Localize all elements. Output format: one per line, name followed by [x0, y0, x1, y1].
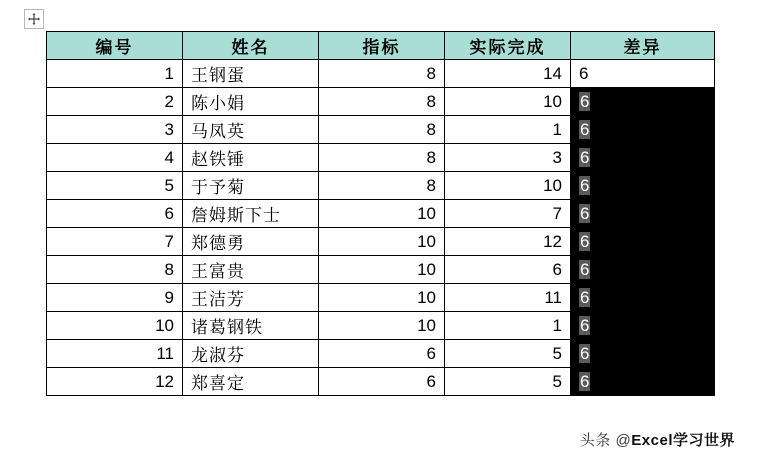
cell-name[interactable]: 郑喜定 — [183, 368, 319, 396]
cell-goal[interactable]: 6 — [319, 368, 445, 396]
cell-done[interactable]: 5 — [445, 368, 571, 396]
cell-goal[interactable]: 8 — [319, 88, 445, 116]
table-row[interactable] — [47, 256, 715, 284]
cell-done[interactable]: 1 — [445, 312, 571, 340]
cell-id[interactable]: 7 — [47, 228, 183, 256]
cell-goal[interactable]: 8 — [319, 172, 445, 200]
cell-id[interactable]: 9 — [47, 284, 183, 312]
cell-name[interactable]: 赵铁锤 — [183, 144, 319, 172]
difference-value: 6 — [580, 91, 590, 111]
data-table-container[interactable] — [46, 31, 714, 396]
cell-goal[interactable]: 6 — [319, 340, 445, 368]
cell-difference[interactable] — [571, 340, 715, 368]
cell-difference[interactable] — [571, 256, 715, 284]
difference-value: 6 — [580, 231, 590, 251]
cell-done[interactable]: 10 — [445, 88, 571, 116]
cell-done[interactable]: 11 — [445, 284, 571, 312]
table-row[interactable] — [47, 312, 715, 340]
cell-name[interactable]: 于予菊 — [183, 172, 319, 200]
difference-value: 6 — [580, 119, 590, 139]
difference-value: 6 — [580, 315, 590, 335]
cell-difference[interactable] — [571, 312, 715, 340]
difference-value: 6 — [580, 343, 590, 363]
cell-goal[interactable]: 10 — [319, 200, 445, 228]
table-move-handle[interactable] — [24, 9, 44, 29]
difference-value: 6 — [580, 287, 590, 307]
table-row[interactable] — [47, 340, 715, 368]
cell-id[interactable]: 1 — [47, 60, 183, 88]
cell-done[interactable]: 14 — [445, 60, 571, 88]
cell-id[interactable]: 5 — [47, 172, 183, 200]
cell-name[interactable]: 龙淑芬 — [183, 340, 319, 368]
cell-difference[interactable] — [571, 284, 715, 312]
cell-goal[interactable]: 10 — [319, 284, 445, 312]
cell-done[interactable]: 3 — [445, 144, 571, 172]
header-cell-done: 实际完成 — [445, 32, 571, 60]
cell-id[interactable]: 4 — [47, 144, 183, 172]
cell-name[interactable]: 王洁芳 — [183, 284, 319, 312]
table-row[interactable] — [47, 144, 715, 172]
cell-goal[interactable]: 10 — [319, 256, 445, 284]
cell-goal[interactable]: 8 — [319, 60, 445, 88]
cell-id[interactable]: 3 — [47, 116, 183, 144]
cell-name[interactable]: 陈小娟 — [183, 88, 319, 116]
cell-name[interactable]: 诸葛钢铁 — [183, 312, 319, 340]
move-cross-icon — [28, 13, 40, 25]
difference-value: 6 — [580, 259, 590, 279]
table-row[interactable] — [47, 172, 715, 200]
cell-done[interactable]: 5 — [445, 340, 571, 368]
cell-goal[interactable]: 10 — [319, 228, 445, 256]
credit-prefix: 头条 @ — [579, 432, 632, 449]
cell-name[interactable]: 马凤英 — [183, 116, 319, 144]
cell-id[interactable]: 12 — [47, 368, 183, 396]
table-row[interactable] — [47, 116, 715, 144]
cell-done[interactable]: 6 — [445, 256, 571, 284]
cell-name[interactable]: 郑德勇 — [183, 228, 319, 256]
table-row[interactable] — [47, 200, 715, 228]
cell-id[interactable]: 10 — [47, 312, 183, 340]
difference-value: 6 — [580, 203, 590, 223]
cell-id[interactable]: 6 — [47, 200, 183, 228]
cell-difference[interactable] — [571, 60, 715, 88]
cell-id[interactable]: 2 — [47, 88, 183, 116]
cell-difference[interactable] — [571, 228, 715, 256]
difference-value: 6 — [580, 371, 590, 391]
cell-name[interactable]: 王富贵 — [183, 256, 319, 284]
credit-brand: Excel学习世界 — [631, 432, 735, 449]
cell-name[interactable]: 詹姆斯下士 — [183, 200, 319, 228]
cell-done[interactable]: 1 — [445, 116, 571, 144]
table-header — [47, 32, 715, 60]
watermark-credit — [580, 429, 735, 450]
header-cell-id: 编号 — [47, 32, 183, 60]
table-row[interactable] — [47, 368, 715, 396]
difference-value: 6 — [579, 63, 589, 83]
table-body — [47, 60, 715, 396]
table-header-row — [47, 32, 715, 60]
cell-id[interactable]: 8 — [47, 256, 183, 284]
cell-difference[interactable] — [571, 88, 715, 116]
cell-id[interactable]: 11 — [47, 340, 183, 368]
cell-done[interactable]: 12 — [445, 228, 571, 256]
header-cell-diff: 差异 — [571, 32, 715, 60]
cell-difference[interactable] — [571, 172, 715, 200]
performance-table[interactable] — [46, 31, 715, 396]
table-row[interactable] — [47, 60, 715, 88]
cell-difference[interactable] — [571, 368, 715, 396]
cell-done[interactable]: 10 — [445, 172, 571, 200]
cell-difference[interactable] — [571, 144, 715, 172]
cell-name[interactable]: 王钢蛋 — [183, 60, 319, 88]
difference-value: 6 — [580, 175, 590, 195]
cell-difference[interactable] — [571, 116, 715, 144]
table-row[interactable] — [47, 228, 715, 256]
cell-goal[interactable]: 8 — [319, 116, 445, 144]
cell-goal[interactable]: 10 — [319, 312, 445, 340]
header-cell-goal: 指标 — [319, 32, 445, 60]
cell-difference[interactable] — [571, 200, 715, 228]
table-row[interactable] — [47, 284, 715, 312]
cell-done[interactable]: 7 — [445, 200, 571, 228]
header-cell-name: 姓名 — [183, 32, 319, 60]
table-row[interactable] — [47, 88, 715, 116]
difference-value: 6 — [580, 147, 590, 167]
cell-goal[interactable]: 8 — [319, 144, 445, 172]
